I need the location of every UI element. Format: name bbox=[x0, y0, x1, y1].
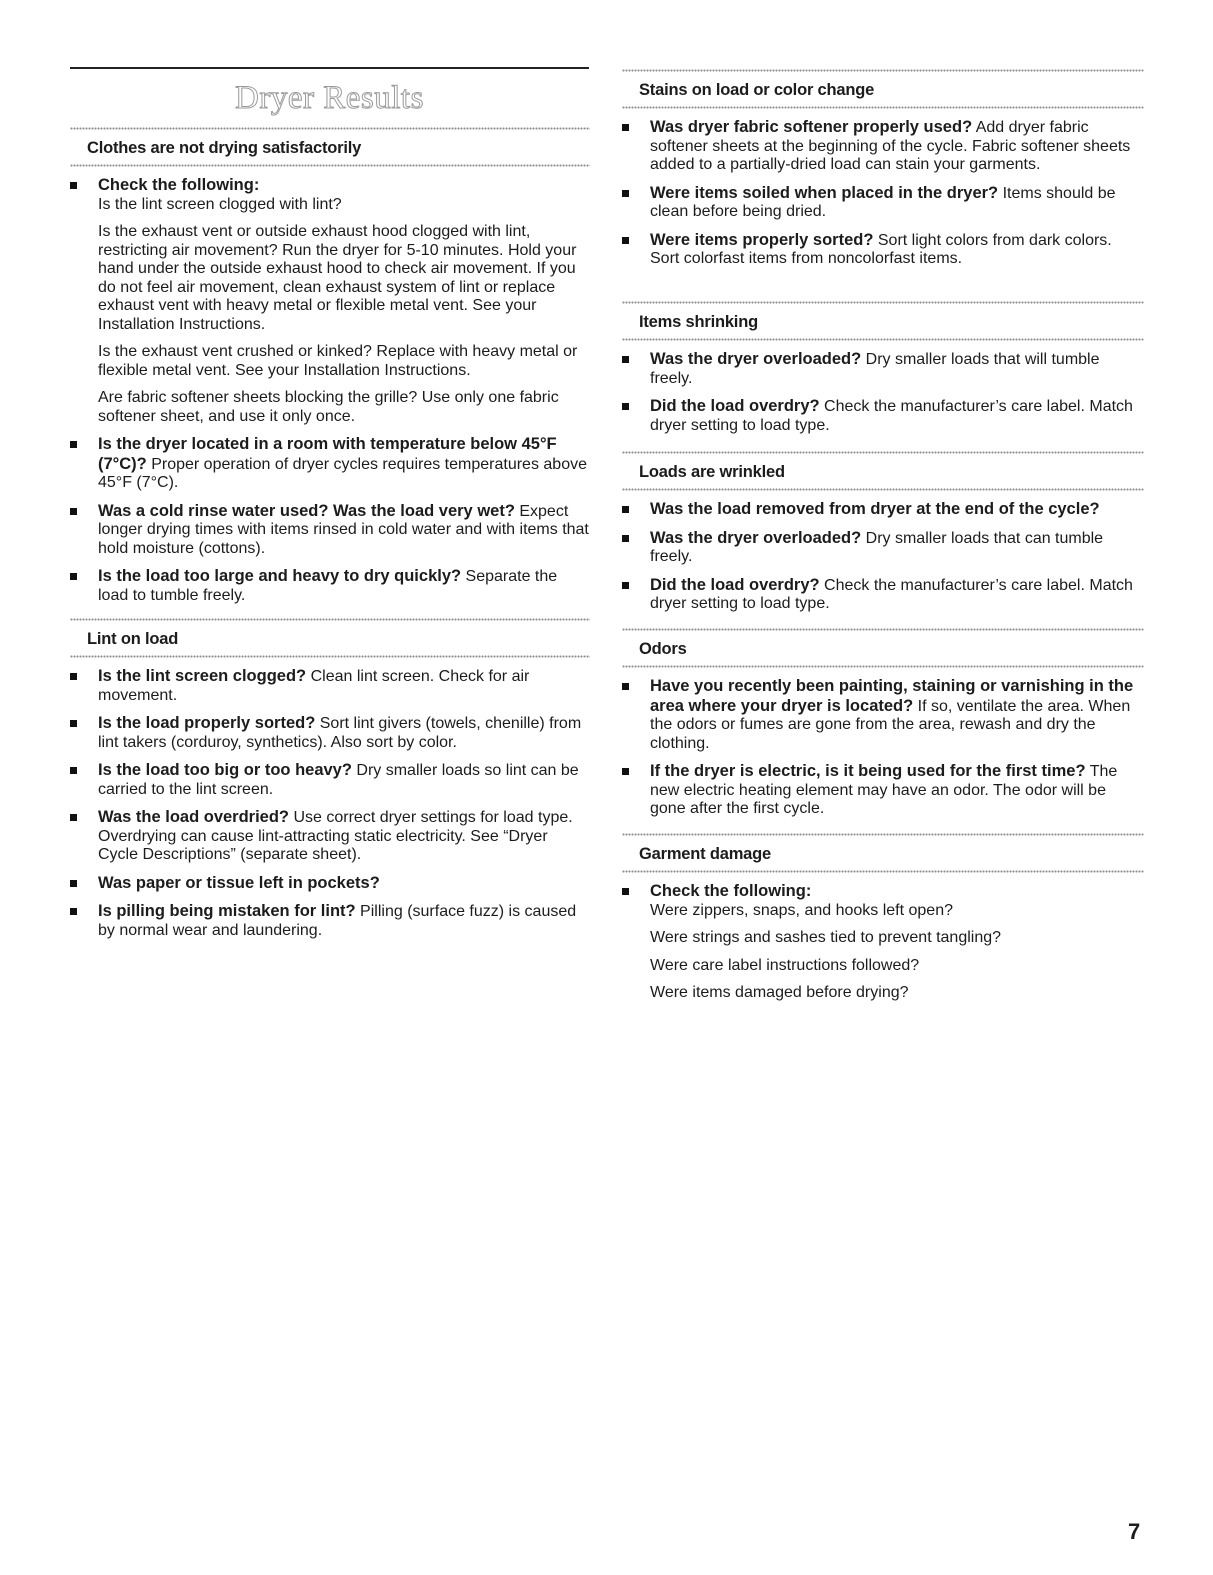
title-rule bbox=[70, 67, 589, 69]
list-item bbox=[622, 677, 1144, 753]
bullet-icon bbox=[622, 190, 629, 197]
question-text: Did the load overdry? bbox=[650, 397, 820, 415]
list-item bbox=[622, 350, 1144, 388]
list-item bbox=[622, 397, 1144, 435]
issue-list bbox=[622, 882, 1144, 1003]
question-text: Is the lint screen clogged? bbox=[98, 667, 307, 685]
answer-text: Proper operation of dryer cycles requires temperatures above 45°F (7°C). bbox=[98, 455, 587, 491]
answer-text: Sort lint givers (towels, chenille) from lint takers (corduroy, synthetics). Also sort by color. bbox=[98, 715, 582, 751]
issue-list bbox=[70, 667, 590, 940]
section-lint-on-load bbox=[70, 618, 590, 940]
question-text: Check the following: bbox=[650, 882, 812, 900]
section-heading: Loads are wrinkled bbox=[639, 463, 785, 481]
answer-text: Sort light colors from dark colors. Sort colorfast items from noncolorfast items. bbox=[650, 231, 1112, 267]
bullet-icon bbox=[622, 506, 629, 513]
question-text: If the dryer is electric, is it being used for the first time? bbox=[650, 762, 1086, 780]
bullet-icon bbox=[622, 535, 629, 542]
question-text: Was the load overdried? bbox=[98, 808, 290, 826]
bullet-icon bbox=[70, 814, 77, 821]
section-heading: Odors bbox=[639, 640, 687, 658]
bullet-icon bbox=[70, 573, 77, 580]
check-item: Were items damaged before drying? bbox=[650, 984, 909, 1001]
question-text: Is the dryer located in a room with temperature below 45°F (7°C)? bbox=[98, 435, 557, 473]
section-divider bbox=[70, 164, 590, 168]
bullet-icon bbox=[622, 888, 629, 895]
check-item: Were care label instructions followed? bbox=[650, 956, 920, 974]
section-heading: Items shrinking bbox=[639, 313, 758, 331]
bullet-icon bbox=[622, 237, 629, 244]
bullet-icon bbox=[70, 767, 77, 774]
section-odors bbox=[622, 628, 1144, 819]
question-text: Is the load too big or too heavy? bbox=[98, 761, 352, 779]
section-heading: Stains on load or color change bbox=[639, 81, 875, 99]
answer-text: Add dryer fabric softener sheets at the beginning of the cycle. Fabric softener sheets added to a partially-dried load can stain your garments. bbox=[650, 119, 1131, 173]
check-item: Is the exhaust vent crushed or kinked? Replace with heavy metal or flexible metal vent. See your Installation Instructions. bbox=[98, 343, 578, 379]
list-item bbox=[70, 176, 590, 426]
question-text: Were items properly sorted? bbox=[650, 230, 874, 249]
issue-list bbox=[622, 677, 1144, 819]
answer-text: Pilling (surface fuzz) is caused by normal wear and laundering. bbox=[98, 903, 577, 939]
list-item bbox=[70, 714, 590, 752]
check-item: Were strings and sashes tied to prevent tangling? bbox=[650, 929, 1002, 946]
question-text: Did the load overdry? bbox=[650, 575, 820, 594]
page-title: Dryer Results bbox=[235, 80, 424, 116]
section-loads-wrinkled bbox=[622, 451, 1144, 614]
section-heading: Clothes are not drying satisfactorily bbox=[87, 139, 362, 157]
bullet-icon bbox=[622, 683, 629, 690]
section-clothes-not-drying bbox=[70, 127, 590, 605]
answer-text: Dry smaller loads so lint can be carried to the lint screen. bbox=[98, 762, 579, 798]
bullet-icon bbox=[70, 508, 77, 515]
question-text: Was a cold rinse water used? Was the load very wet? bbox=[98, 501, 515, 520]
list-item bbox=[622, 184, 1144, 222]
section-heading: Garment damage bbox=[639, 845, 771, 863]
section-divider bbox=[622, 338, 1144, 342]
bullet-icon bbox=[622, 356, 629, 363]
section-items-shrinking bbox=[622, 301, 1144, 435]
list-item bbox=[70, 902, 590, 940]
bullet-icon bbox=[70, 908, 77, 915]
question-text: Was paper or tissue left in pockets? bbox=[98, 873, 380, 892]
issue-list bbox=[70, 176, 590, 605]
section-divider bbox=[622, 106, 1144, 110]
check-item: Were zippers, snaps, and hooks left open? bbox=[650, 901, 953, 919]
list-item bbox=[70, 435, 590, 493]
answer-text: Use correct dryer settings for load type. Overdrying can cause lint-attracting static electricity. See “Dryer Cycle Descriptions” (separate sheet). bbox=[98, 809, 573, 863]
issue-list bbox=[622, 118, 1144, 269]
list-item bbox=[622, 231, 1144, 269]
check-item: Is the exhaust vent or outside exhaust hood clogged with lint, restricting air movement? Run the dryer for 5-10 minutes. Hold your hand under the outside exhaust hood to check air movement. If you do not feel air movement, clean exhaust system of lint or replace exhaust vent with heavy metal or flexible metal vent. See your Installation Instructions. bbox=[98, 223, 577, 333]
question-text: Were items soiled when placed in the dryer? bbox=[650, 183, 999, 202]
bullet-icon bbox=[622, 124, 629, 131]
section-divider bbox=[70, 655, 590, 659]
list-item bbox=[622, 500, 1144, 520]
question-text: Is the load too large and heavy to dry quickly? bbox=[98, 567, 462, 585]
answer-text: Check the manufacturer’s care label. Match dryer setting to load type. bbox=[650, 576, 1133, 612]
bullet-icon bbox=[70, 880, 77, 887]
section-stains bbox=[622, 69, 1144, 269]
question-text: Have you recently been painting, staining or varnishing in the area where your dryer is located? bbox=[650, 677, 1134, 715]
answer-text: Clean lint screen. Check for air movement. bbox=[98, 668, 530, 704]
list-item bbox=[622, 762, 1144, 819]
bullet-icon bbox=[70, 720, 77, 727]
question-text: Check the following: bbox=[98, 176, 260, 194]
list-item bbox=[70, 874, 590, 894]
answer-text: The new electric heating element may have an odor. The odor will be gone after the first cycle. bbox=[650, 763, 1118, 817]
section-divider bbox=[622, 488, 1144, 492]
section-garment-damage bbox=[622, 833, 1144, 1003]
section-divider bbox=[622, 870, 1144, 874]
section-heading: Lint on load bbox=[87, 630, 179, 648]
check-item: Is the lint screen clogged with lint? bbox=[98, 195, 342, 213]
list-item bbox=[70, 502, 590, 559]
list-item bbox=[70, 667, 590, 705]
question-text: Was dryer fabric softener properly used? bbox=[650, 118, 973, 136]
answer-text: Dry smaller loads that can tumble freely. bbox=[650, 529, 1104, 565]
answer-text: If so, ventilate the area. When the odors or fumes are gone from the area, rewash and dry the clothing. bbox=[650, 697, 1131, 752]
page-number: 7 bbox=[1128, 1519, 1141, 1544]
answer-text: Expect longer drying times with items rinsed in cold water and with items that hold moisture (cottons). bbox=[98, 502, 589, 557]
list-item bbox=[622, 118, 1144, 175]
list-item bbox=[70, 567, 590, 605]
question-text: Is the load properly sorted? bbox=[98, 714, 316, 732]
answer-text: Separate the load to tumble freely. bbox=[98, 568, 558, 604]
issue-list bbox=[622, 500, 1144, 614]
issue-list bbox=[622, 350, 1144, 435]
check-item: Are fabric softener sheets blocking the grille? Use only one fabric softener sheet, and use it only once. bbox=[98, 389, 559, 425]
answer-text: Check the manufacturer’s care label. Match dryer setting to load type. bbox=[650, 398, 1133, 434]
question-text: Was the dryer overloaded? bbox=[650, 528, 862, 547]
question-text: Is pilling being mistaken for lint? bbox=[98, 902, 356, 920]
bullet-icon bbox=[70, 441, 77, 448]
bullet-icon bbox=[622, 768, 629, 775]
question-text: Was the load removed from dryer at the end of the cycle? bbox=[650, 500, 1100, 518]
bullet-icon bbox=[70, 673, 77, 680]
bullet-icon bbox=[70, 182, 77, 189]
list-item bbox=[70, 761, 590, 799]
bullet-icon bbox=[622, 403, 629, 410]
list-item bbox=[622, 576, 1144, 614]
bullet-icon bbox=[622, 582, 629, 589]
section-divider bbox=[622, 665, 1144, 669]
answer-text: Items should be clean before being dried. bbox=[650, 184, 1116, 220]
answer-text: Dry smaller loads that will tumble freely. bbox=[650, 351, 1100, 387]
list-item bbox=[622, 882, 1144, 1003]
list-item bbox=[70, 808, 590, 865]
question-text: Was the dryer overloaded? bbox=[650, 350, 862, 368]
list-item bbox=[622, 529, 1144, 567]
